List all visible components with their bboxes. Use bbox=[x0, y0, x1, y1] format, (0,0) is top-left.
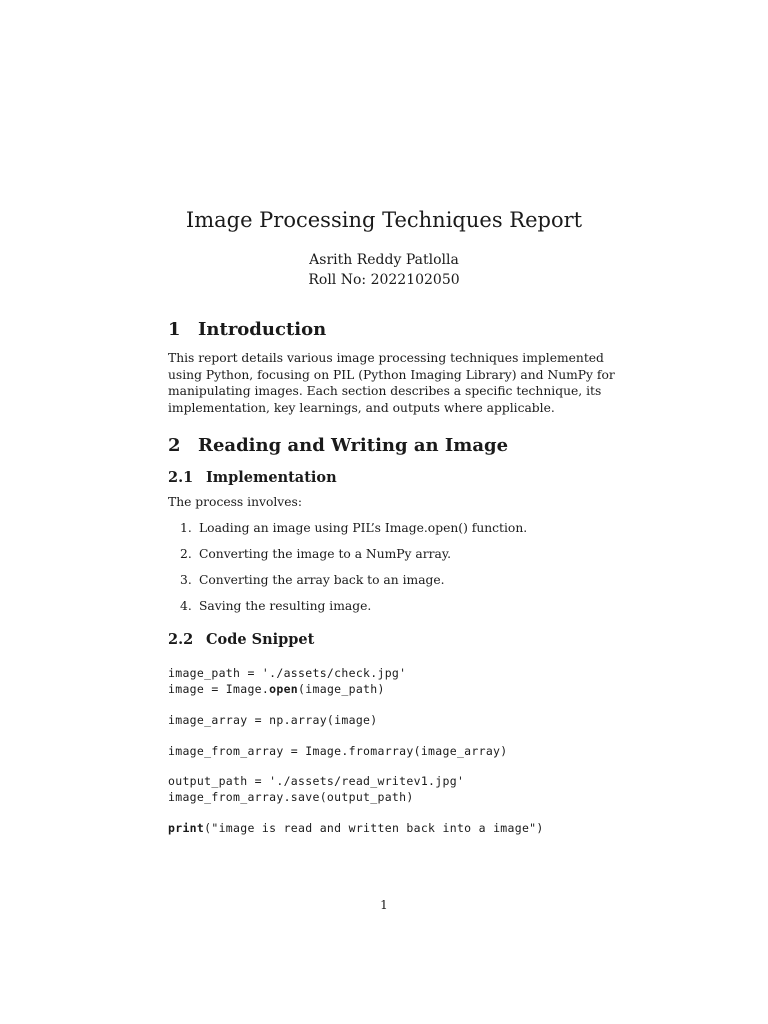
report-title: Image Processing Techniques Report bbox=[185, 208, 583, 232]
code-keyword: open bbox=[269, 682, 299, 696]
code-line bbox=[168, 681, 385, 697]
process-intro: The process involves: bbox=[168, 495, 302, 509]
section-number: 2 bbox=[168, 435, 181, 456]
code-text: (image_path) bbox=[298, 682, 385, 696]
code-line bbox=[168, 820, 544, 836]
code-text: image = Image. bbox=[168, 682, 270, 696]
subsection-title: Implementation bbox=[206, 469, 337, 486]
page-number: 1 bbox=[380, 898, 388, 912]
list-item bbox=[180, 598, 371, 614]
list-item bbox=[180, 572, 445, 588]
roll-number: Roll No: 2022102050 bbox=[308, 272, 460, 288]
subsection-title: Code Snippet bbox=[206, 631, 315, 648]
subsection-number: 2.2 bbox=[168, 631, 194, 648]
section-number: 1 bbox=[168, 319, 181, 340]
list-item-text: Converting the array back to an image. bbox=[199, 573, 445, 587]
list-item-text: Saving the resulting image. bbox=[199, 599, 372, 613]
list-item-text: Converting the image to a NumPy array. bbox=[199, 547, 452, 561]
subsection-heading-implementation bbox=[168, 468, 337, 488]
code-line: image_from_array.save(output_path) bbox=[168, 790, 414, 804]
section-heading-reading-writing bbox=[168, 434, 508, 458]
list-item-number: 2. bbox=[180, 547, 192, 561]
subsection-number: 2.1 bbox=[168, 469, 194, 486]
section-heading-introduction bbox=[168, 318, 326, 342]
list-item-number: 4. bbox=[180, 599, 192, 613]
list-item-number: 3. bbox=[180, 573, 192, 587]
code-line: image_array = np.array(image) bbox=[168, 713, 378, 727]
list-item-text: Loading an image using PIL’s Image.open() function. bbox=[199, 521, 528, 535]
list-item-number: 1. bbox=[180, 521, 192, 535]
list-item bbox=[180, 546, 451, 562]
author-name: Asrith Reddy Patlolla bbox=[309, 252, 459, 268]
list-item bbox=[180, 520, 527, 536]
code-line: output_path = './assets/read_writev1.jpg' bbox=[168, 774, 465, 788]
introduction-paragraph: This report details various image processing techniques implemented using Python, focusing on PIL (Python Imaging Library) and NumPy for manipulating images. Each section describes a specific technique, its implementation, key learnings, and outputs where applicable. bbox=[168, 351, 615, 415]
section-title: Reading and Writing an Image bbox=[198, 435, 509, 456]
code-text: ("image is read and written back into a image") bbox=[204, 821, 544, 835]
subsection-heading-code-snippet bbox=[168, 630, 314, 650]
section-title: Introduction bbox=[198, 319, 327, 340]
code-keyword: print bbox=[168, 821, 205, 835]
code-line: image_from_array = Image.fromarray(image_array) bbox=[168, 744, 508, 758]
code-line: image_path = './assets/check.jpg' bbox=[168, 666, 407, 680]
